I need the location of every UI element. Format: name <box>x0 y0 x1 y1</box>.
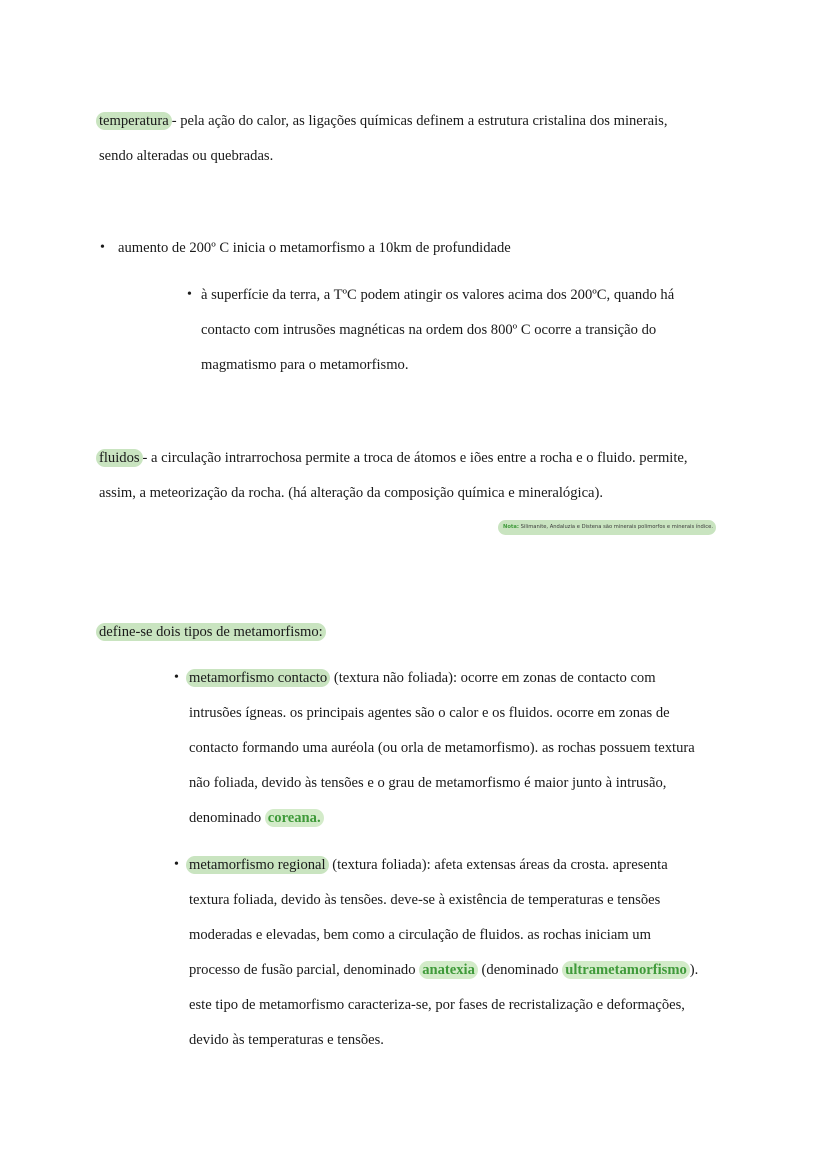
keyword-ultrametamorfismo: ultrametamorfismo <box>562 961 690 979</box>
keyword-coreana: coreana. <box>265 809 324 827</box>
bullet-marker: • <box>187 287 192 302</box>
bullet-text-aumento: aumento de 200º C inicia o metamorfismo a 10km de profundidade <box>118 240 511 256</box>
fluidos-line-2: assim, a meteorização da rocha. (há alteração da composição química e mineralógica). <box>99 485 604 501</box>
contacto-line-2: intrusões ígneas. os principais agentes são o calor e os fluidos. ocorre em zonas de <box>189 705 670 721</box>
temperatura-line-1: temperatura - pela ação do calor, as ligações químicas definem a estrutura cristalina dos minerais, <box>99 104 668 139</box>
keyword-anatexia: anatexia <box>419 961 478 979</box>
temperatura-line-2: sendo alteradas ou quebradas. <box>99 148 274 164</box>
contacto-line-1: metamorfismo contacto (textura não foliada): ocorre em zonas de contacto com <box>189 661 656 696</box>
fluidos-line-1: fluidos - a circulação intrarrochosa permite a troca de átomos e iões entre a rocha e o fluido. permite, <box>99 441 688 476</box>
bullet-marker: • <box>174 857 179 872</box>
regional-line-2: textura foliada, devido às tensões. deve-se à existência de temperaturas e tensões <box>189 892 661 908</box>
term-fluidos: fluidos <box>96 449 143 467</box>
term-temperatura: temperatura <box>96 112 172 130</box>
regional-line-6: devido às temperaturas e tensões. <box>189 1032 384 1048</box>
term-metamorfismo-regional: metamorfismo regional <box>186 856 329 874</box>
term-metamorfismo-contacto: metamorfismo contacto <box>186 669 330 687</box>
bullet-superficie-line-1: à superfície da terra, a TºC podem atingir os valores acima dos 200ºC, quando há <box>201 287 675 303</box>
bullet-marker: • <box>100 240 105 255</box>
bullet-superficie-line-2: contacto com intrusões magnéticas na ordem dos 800º C ocorre a transição do <box>201 322 657 338</box>
bullet-marker: • <box>174 670 179 685</box>
note-badge: Nota: Silimanite, Andaluzia e Distena são minerais polimorfos e minerais índice. <box>498 520 716 535</box>
regional-line-1: metamorfismo regional (textura foliada): afeta extensas áreas da crosta. apresenta <box>189 848 668 883</box>
bullet-superficie-line-3: magmatismo para o metamorfismo. <box>201 357 409 373</box>
regional-line-5: este tipo de metamorfismo caracteriza-se, por fases de recristalização e deformações, <box>189 997 685 1013</box>
contacto-line-5: denominado coreana. <box>189 801 324 836</box>
tipos-heading: define-se dois tipos de metamorfismo: <box>99 615 326 650</box>
regional-line-3: moderadas e elevadas, bem como a circulação de fluidos. as rochas iniciam um <box>189 927 651 943</box>
contacto-line-3: contacto formando uma auréola (ou orla de metamorfismo). as rochas possuem textura <box>189 740 695 756</box>
regional-line-4: processo de fusão parcial, denominado anatexia (denominado ultrametamorfismo ). <box>189 962 699 978</box>
contacto-line-4: não foliada, devido às tensões e o grau de metamorfismo é maior junto à intrusão, <box>189 775 667 791</box>
